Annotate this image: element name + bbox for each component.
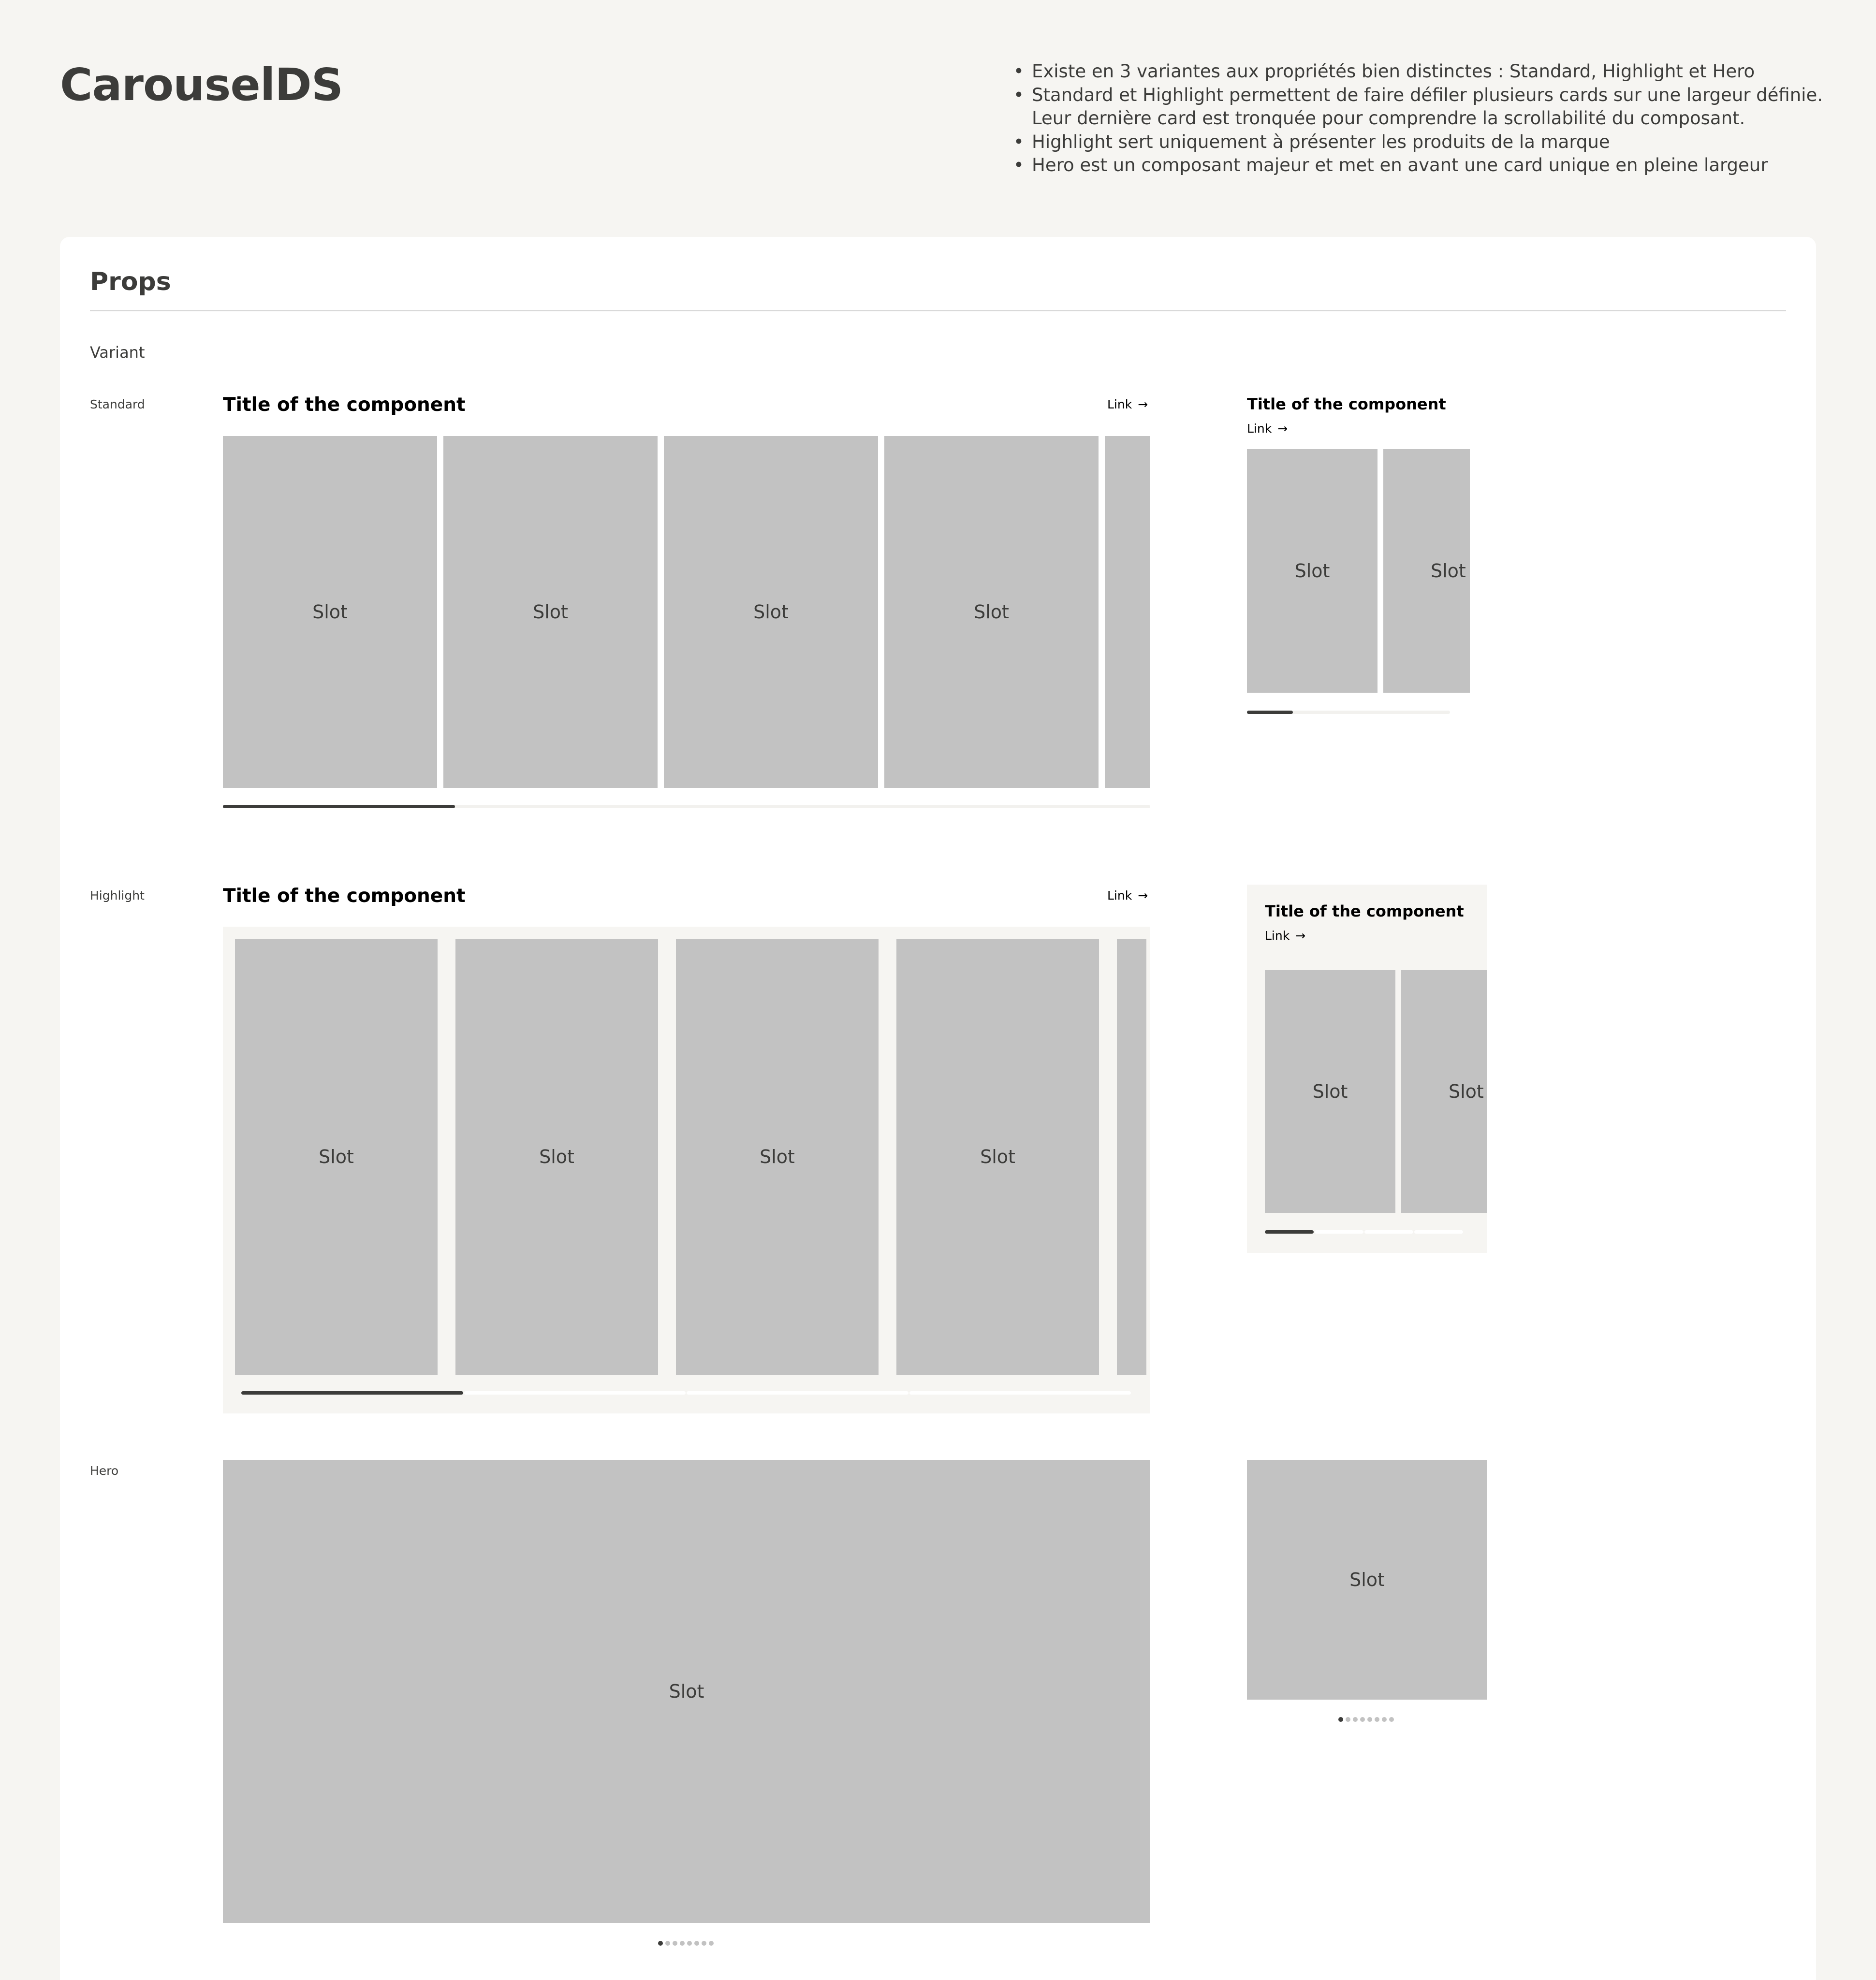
pagination-dot[interactable]: [1389, 1717, 1394, 1722]
standard-mobile-link[interactable]: [1247, 422, 1288, 436]
arrow-right-icon: →: [1295, 929, 1306, 943]
link-label: Link: [1247, 422, 1272, 436]
slot-label: Slot: [1312, 1081, 1348, 1102]
slot-label: Slot: [753, 601, 789, 623]
pagination-dot[interactable]: [709, 1941, 714, 1946]
progress-segment[interactable]: [909, 1391, 1131, 1395]
variant-label: Variant: [90, 343, 145, 362]
pagination-dot-active[interactable]: [1338, 1717, 1343, 1722]
arrow-right-icon: →: [1138, 397, 1148, 411]
slot-label: Slot: [1349, 1569, 1385, 1590]
pagination-dot-active[interactable]: [658, 1941, 663, 1946]
slot-card-truncated[interactable]: [1401, 970, 1487, 1213]
standard-desktop-scrollbar[interactable]: [223, 805, 1150, 808]
slot-label: Slot: [1449, 1081, 1484, 1102]
pagination-dot[interactable]: [1367, 1717, 1372, 1722]
slot-label: Slot: [1431, 560, 1466, 582]
page-title: CarouselDS: [60, 59, 343, 111]
highlight-desktop-link[interactable]: [1107, 888, 1148, 903]
slot-card-truncated[interactable]: [1117, 939, 1146, 1375]
slot-card-truncated[interactable]: [1383, 449, 1470, 693]
standard-desktop-carousel[interactable]: [223, 436, 1150, 788]
slot-label: Slot: [312, 601, 348, 623]
slot-label: Slot: [1294, 560, 1330, 582]
pagination-dot[interactable]: [680, 1941, 685, 1946]
divider: [90, 310, 1786, 311]
slot-card[interactable]: [1265, 970, 1395, 1213]
link-label: Link: [1265, 929, 1290, 943]
slot-label: Slot: [760, 1146, 795, 1167]
highlight-desktop-progress[interactable]: [241, 1391, 1131, 1395]
slot-label: Slot: [533, 601, 568, 623]
highlight-mobile-link[interactable]: [1265, 929, 1305, 943]
pagination-dot[interactable]: [1360, 1717, 1365, 1722]
highlight-mobile-progress[interactable]: [1265, 1230, 1463, 1234]
slot-card[interactable]: [455, 939, 658, 1375]
slot-card[interactable]: [235, 939, 438, 1375]
description-notes: [1011, 60, 1862, 177]
note-item: • Existe en 3 variantes aux propriétés bien distinctes : Standard, Highlight et Hero: [1011, 60, 1862, 84]
arrow-right-icon: →: [1138, 888, 1148, 903]
progress-segment[interactable]: [1315, 1230, 1363, 1234]
pagination-dot[interactable]: [1382, 1717, 1387, 1722]
pagination-dot[interactable]: [1375, 1717, 1379, 1722]
progress-segment-active[interactable]: [241, 1391, 463, 1395]
highlight-desktop-title: Title of the component: [223, 885, 466, 907]
standard-mobile-carousel[interactable]: [1247, 449, 1470, 693]
standard-desktop-title: Title of the component: [223, 394, 466, 416]
scrollbar-thumb[interactable]: [1247, 711, 1293, 714]
slot-card[interactable]: [664, 436, 878, 788]
progress-segment[interactable]: [464, 1391, 686, 1395]
note-item: • Highlight sert uniquement à présenter les produits de la marque: [1011, 131, 1862, 154]
row-label-highlight: Highlight: [90, 888, 145, 903]
arrow-right-icon: →: [1277, 422, 1288, 436]
progress-segment-active[interactable]: [1265, 1230, 1314, 1234]
hero-mobile-pagination[interactable]: [1338, 1717, 1394, 1722]
hero-desktop-slot[interactable]: [223, 1460, 1150, 1923]
slot-card[interactable]: [1247, 449, 1378, 693]
slot-label: Slot: [974, 601, 1009, 623]
pagination-dot[interactable]: [1346, 1717, 1350, 1722]
link-label: Link: [1107, 888, 1132, 903]
slot-card[interactable]: [443, 436, 658, 788]
note-item-continuation: Leur dernière card est tronquée pour comprendre la scrollabilité du composant.: [1032, 108, 1745, 129]
row-label-standard: Standard: [90, 397, 145, 411]
highlight-mobile-carousel[interactable]: [1247, 885, 1487, 1253]
slot-card[interactable]: [896, 939, 1099, 1375]
pagination-dot[interactable]: [673, 1941, 677, 1946]
slot-card[interactable]: [223, 436, 437, 788]
scrollbar-thumb[interactable]: [223, 805, 455, 808]
slot-label: Slot: [980, 1146, 1015, 1167]
note-item: • Standard et Highlight permettent de faire défiler plusieurs cards sur une largeur définie.: [1011, 84, 1862, 107]
row-label-hero: Hero: [90, 1464, 119, 1478]
pagination-dot[interactable]: [702, 1941, 706, 1946]
standard-mobile-title: Title of the component: [1247, 395, 1446, 413]
slot-label: Slot: [669, 1681, 704, 1702]
progress-segment[interactable]: [1364, 1230, 1413, 1234]
standard-mobile-scrollbar[interactable]: [1247, 711, 1450, 714]
slot-label: Slot: [539, 1146, 574, 1167]
slot-card-truncated[interactable]: [1105, 436, 1150, 788]
pagination-dot[interactable]: [687, 1941, 692, 1946]
progress-segment[interactable]: [687, 1391, 909, 1395]
hero-desktop-pagination[interactable]: [658, 1941, 714, 1946]
props-heading: Props: [90, 267, 171, 296]
hero-mobile-slot[interactable]: [1247, 1460, 1487, 1700]
standard-desktop-link[interactable]: [1107, 397, 1148, 411]
slot-card[interactable]: [676, 939, 879, 1375]
slot-card[interactable]: [884, 436, 1099, 788]
pagination-dot[interactable]: [1353, 1717, 1358, 1722]
highlight-mobile-title: Title of the component: [1265, 902, 1464, 920]
pagination-dot[interactable]: [694, 1941, 699, 1946]
note-item: • Hero est un composant majeur et met en avant une card unique en pleine largeur: [1011, 154, 1862, 177]
highlight-desktop-carousel[interactable]: [223, 927, 1150, 1413]
slot-label: Slot: [319, 1146, 354, 1167]
link-label: Link: [1107, 397, 1132, 411]
pagination-dot[interactable]: [665, 1941, 670, 1946]
progress-segment[interactable]: [1414, 1230, 1463, 1234]
